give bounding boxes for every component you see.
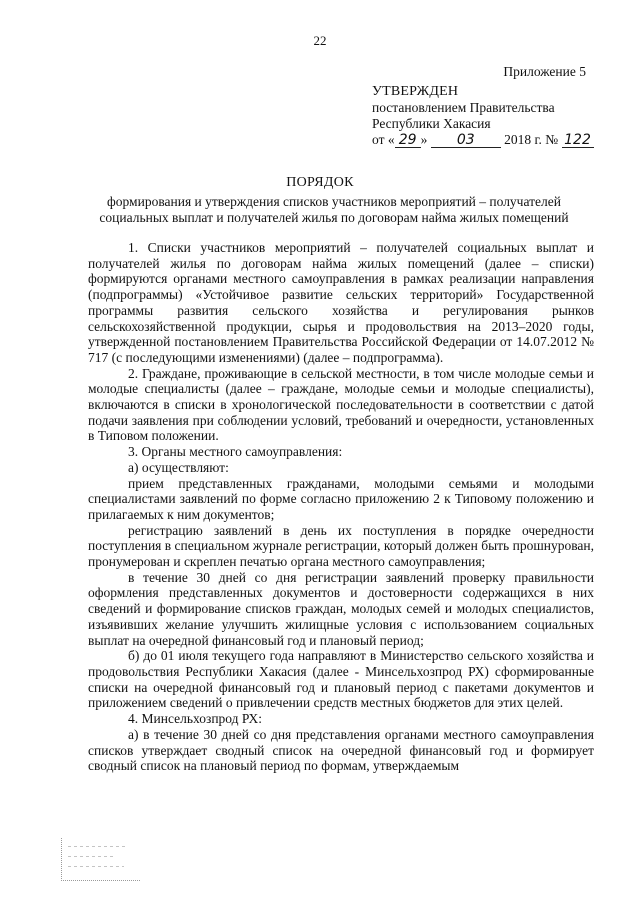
page-number: 22	[313, 33, 327, 48]
stamp-line	[68, 846, 128, 847]
date-prefix: от «	[372, 132, 395, 147]
paragraph: регистрацию заявлений в день их поступления в порядке очередности поступления в специальном журнале регистрации, который должен быть прошнурован, пронумерован и скреплен печатью органа местного самоуправления;	[88, 522, 594, 570]
date-mid: »	[420, 132, 428, 147]
approval-block	[372, 84, 602, 148]
approved-heading: УТВЕРЖДЕН	[372, 84, 459, 99]
date-year-text: 2018 г. №	[504, 132, 559, 147]
handwritten-month: 03	[431, 133, 501, 148]
paragraph: 1. Списки участников мероприятий – получателей социальных выплат и получателей жилья по договорам найма жилых помещений (далее – списки) формируются органами местного самоуправления в рамках реализации направления (подпрограммы) «Устойчивое развитие сельских территорий» Государственной программы развития сельского хозяйства и регулирования рынков сельскохозяйственной продукции, сырья и продовольствия на 2013–2020 годы, утвержденной постановлением Правительства Российской Федерации от 14.07.2012 № 717 (с последующими изменениями) (далее – подпрограмма).	[88, 240, 594, 365]
paragraph: в течение 30 дней со дня регистрации заявлений проверку правильности оформления представленных документов и достоверности содержащихся в них сведений и формирование списков граждан, молодых семей и молодых специалистов, изъявивших желание улучшить жилищные условия с использованием социальных выплат на очередной финансовый год и плановый период;	[88, 569, 594, 648]
document-subtitle: формирования и утверждения списков участников мероприятий – получателей социальных выплат и получателей жилья по договорам найма жилых помещений	[99, 194, 569, 225]
approval-date-line	[372, 132, 602, 148]
appendix-label: Приложение 5	[503, 64, 586, 79]
paragraph: б) до 01 июля текущего года направляют в Министерство сельского хозяйства и продовольствия Республики Хакасия (далее - Минсельхозпрод РХ) сформированные списки на очередной финансовый год и плановый период с пакетами документов и приложением сведений о привлечении средств местных бюджетов для этих целей.	[88, 648, 594, 711]
document-title: ПОРЯДОК	[286, 175, 354, 190]
handwritten-number: 122	[562, 133, 594, 148]
faint-stamp	[61, 838, 140, 881]
approval-line-1: постановлением Правительства	[372, 100, 555, 115]
document-body	[88, 240, 594, 774]
paragraph: а) в течение 30 дней со дня представления органами местного самоуправления списков утверждает сводный список на очередной финансовый год и формирует сводный список на плановый период по формам, утверждаемым	[88, 726, 594, 774]
approval-line-2: Республики Хакасия	[372, 116, 491, 131]
stamp-line	[68, 866, 124, 867]
paragraph: 2. Граждане, проживающие в сельской местности, в том числе молодые семьи и молодые специалисты (далее – граждане, молодые семьи и молодые специалисты), включаются в списки в хронологической последовательности в соответствии с датой подачи заявления при соблюдении условий, требований и очередности, установленных в Типовом положении.	[88, 365, 594, 444]
paragraph: прием представленных гражданами, молодыми семьями и молодыми специалистами заявлений по форме согласно приложению 2 к Типовому положению и прилагаемых к ним документов;	[88, 475, 594, 522]
stamp-line	[68, 856, 116, 857]
handwritten-day: 29	[395, 133, 421, 148]
paragraph: а) осуществляют:	[128, 459, 229, 475]
paragraph: 3. Органы местного самоуправления:	[128, 444, 343, 460]
paragraph: 4. Минсельхозпрод РХ:	[128, 711, 262, 727]
